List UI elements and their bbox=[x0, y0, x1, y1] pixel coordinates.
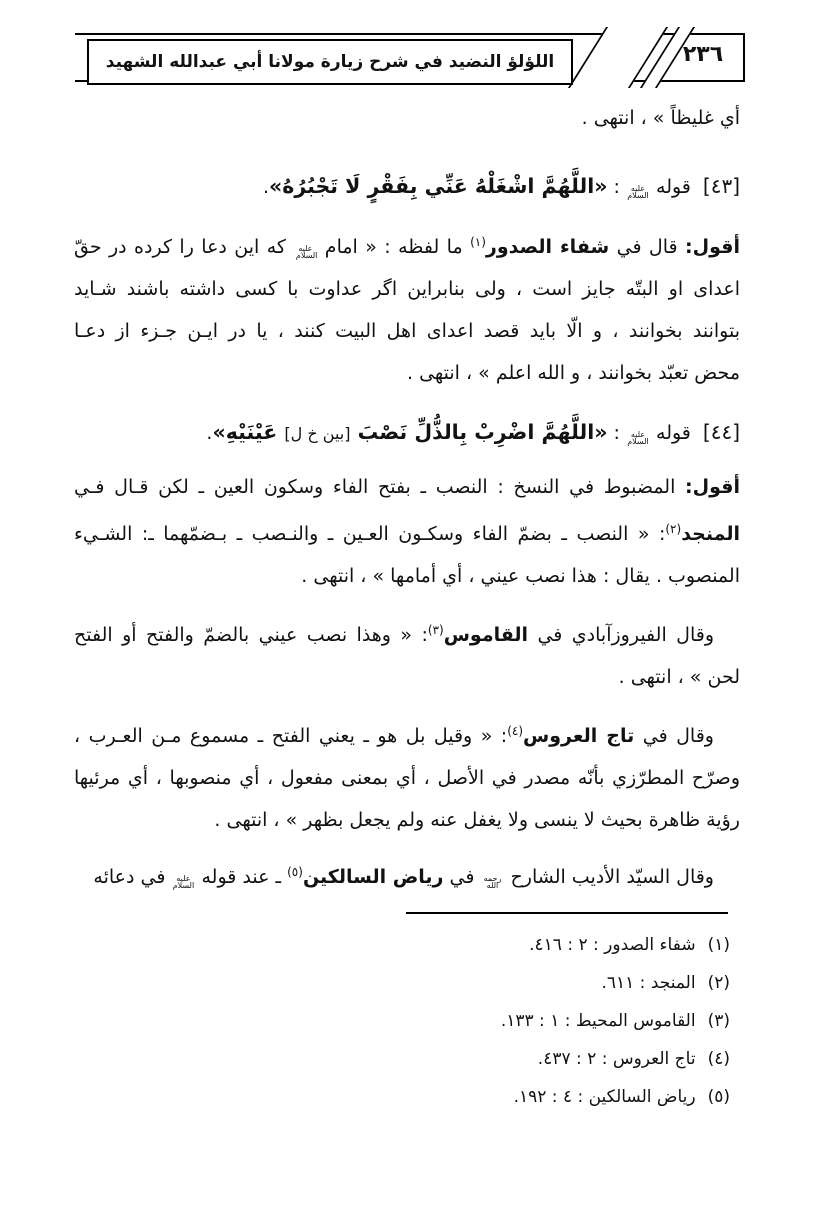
paragraph-43-line-3: بتوانند بخوانند ، و الّا بايد قصد اعداى اهل البيت كنند ، يا در ايـن جـزء از دعـا bbox=[74, 320, 740, 342]
paragraph-taj-line-2: وصرّح المطرّزي بأنّه مصدر في الأصل ، أي بمعنى مفعول ، أي منصوبها ، أي مرئيها bbox=[74, 767, 740, 789]
book-ref-riyad: رياض السالكين bbox=[302, 866, 444, 888]
footnotes bbox=[74, 926, 740, 1116]
text-run: وقال في bbox=[634, 725, 714, 747]
text-run: : « وقيل بل هو ـ يعني الفتح ـ مسموع مـن العـرب ، bbox=[74, 725, 508, 747]
text-run: كه اين دعا را كرده در حقّ bbox=[74, 236, 294, 258]
footnote-text: شفاء الصدور : ٢ : ٤١٦. bbox=[529, 935, 696, 955]
footnote-number: (٥) bbox=[707, 1087, 730, 1107]
paragraph-43-line-1 bbox=[74, 221, 740, 268]
paragraph-43-line-2: اعداى او البتّه جايز است ، ولى بنابراين اگر عداوت با كسى داشته باشند شـايد bbox=[74, 278, 740, 300]
footnote-number: (١) bbox=[707, 935, 730, 955]
text-run: : « النصب ـ بضمّ الفاء وسكـون العـين ـ والنـصب ـ بـضمّهما ـ: الشـيء bbox=[74, 523, 666, 545]
paragraph-43-line-4: محض تعبّد بخوانند ، و الله اعلم » ، انتهى . bbox=[406, 362, 740, 384]
section-43-heading bbox=[74, 164, 740, 209]
section-44-marker: [٤٤] bbox=[702, 420, 740, 444]
paragraph-taj-line-3: رؤية ظاهرة بحيث لا ينسى ولا يغفل عنه ولم يجعل بظهر » ، انتهى . bbox=[214, 809, 740, 831]
qawluhu-label: قوله bbox=[656, 422, 691, 444]
footnote-ref-3: (٣) bbox=[427, 623, 444, 637]
period: . bbox=[206, 422, 213, 444]
book-ref-taj: تاج العروس bbox=[523, 725, 635, 747]
footnote-4 bbox=[74, 1040, 730, 1078]
paragraph-44-line-1 bbox=[74, 466, 740, 508]
honorific-rahimahullah-icon: رحمه الله bbox=[483, 873, 502, 890]
page-number: ٢٣٦ bbox=[682, 42, 724, 67]
text-run: وقال الفيروزآبادي في bbox=[528, 624, 715, 646]
book-ref-shifa: شفاء الصدور bbox=[485, 236, 610, 258]
paragraph-44 bbox=[74, 466, 740, 597]
paragraph-riyad-line-1 bbox=[74, 851, 740, 898]
variant-note: [بين خ ل] bbox=[284, 424, 351, 443]
book-title-box bbox=[87, 39, 573, 85]
text-run: ـ عند قوله bbox=[195, 866, 288, 888]
book-ref-qamus: القاموس bbox=[443, 624, 529, 646]
text-run: ما لفظه : « امام bbox=[317, 236, 471, 258]
dua-quote-43: «اللَّهُمَّ اشْغَلْهُ عَنِّي بِفَقْرٍ لَا تَجْبُرُهُ» bbox=[269, 174, 608, 198]
footnote-text: رياض السالكين : ٤ : ١٩٢. bbox=[513, 1087, 696, 1107]
book-ref-munjid: المنجد bbox=[681, 523, 740, 545]
paragraph-taj bbox=[74, 710, 740, 841]
footnote-ref-5: (٥) bbox=[287, 865, 303, 879]
honorific-alayhissalam-icon: عليه السلام bbox=[627, 183, 649, 200]
footnote-text: تاج العروس : ٢ : ٤٣٧. bbox=[537, 1049, 696, 1069]
text-run: في bbox=[443, 866, 481, 888]
footnote-separator bbox=[406, 912, 728, 914]
footnote-number: (٢) bbox=[707, 973, 730, 993]
honorific-alayhissalam-icon: عليه السلام bbox=[295, 243, 318, 260]
qawluhu-label: قوله bbox=[656, 176, 691, 198]
honorific-alayhissalam-icon: عليه السلام bbox=[172, 873, 195, 890]
paragraph-43 bbox=[74, 221, 740, 394]
footnote-ref-4: (٤) bbox=[507, 724, 524, 738]
aqul-label: أقول: bbox=[685, 476, 740, 498]
honorific-alayhissalam-icon: عليه السلام bbox=[627, 429, 649, 446]
footnote-number: (٤) bbox=[707, 1049, 730, 1069]
page-header bbox=[75, 33, 745, 82]
paragraph-taj-line-1 bbox=[74, 710, 740, 757]
aqul-label: أقول: bbox=[685, 236, 740, 258]
footnote-3 bbox=[74, 1002, 730, 1040]
period: . bbox=[262, 176, 270, 198]
paragraph-qamus-line-1 bbox=[74, 609, 740, 656]
paragraph-qamus-line-2: لحن » ، انتهى . bbox=[618, 666, 740, 688]
footnote-ref-1: (١) bbox=[470, 235, 486, 249]
text-run: في دعائه bbox=[93, 866, 172, 888]
text-run: : « وهذا نصب عيني بالضمّ والفتح أو الفتح bbox=[74, 624, 428, 646]
page-body bbox=[74, 100, 740, 1116]
colon: : bbox=[607, 176, 626, 198]
section-43-marker: [٤٣] bbox=[702, 174, 740, 198]
paragraph-riyad bbox=[74, 851, 740, 898]
footnote-1 bbox=[74, 926, 730, 964]
text-run: قال في bbox=[609, 236, 686, 258]
footnote-5 bbox=[74, 1078, 730, 1116]
footnote-text: القاموس المحيط : ١ : ١٣٣. bbox=[500, 1011, 696, 1031]
book-title: اللؤلؤ النضيد في شرح زيارة مولانا أبي عبدالله الشهيد bbox=[105, 52, 555, 72]
colon: : bbox=[607, 422, 626, 444]
footnote-ref-2: (٢) bbox=[665, 522, 682, 536]
footnote-text: المنجد : ٦١١. bbox=[601, 973, 696, 993]
section-44-heading bbox=[74, 410, 740, 456]
paragraph-44-line-2 bbox=[74, 508, 740, 555]
text-run: وقال السيّد الأديب الشارح bbox=[504, 866, 714, 888]
text-run: المضبوط في النسخ : النصب ـ بفتح الفاء وسكون العين ـ لكن قـال فـي bbox=[74, 476, 686, 498]
paragraph-44-line-3: المنصوب . يقال : هذا نصب عيني ، أي أمامها » ، انتهى . bbox=[301, 565, 740, 587]
dua-quote-44b: عَيْنَيْهِ» bbox=[212, 420, 285, 444]
footnote-number: (٣) bbox=[707, 1011, 730, 1031]
paragraph-qamus bbox=[74, 609, 740, 698]
footnote-2 bbox=[74, 964, 730, 1002]
intro-line: أي غليظاً » ، انتهى . bbox=[581, 107, 740, 129]
dua-quote-44a: «اللَّهُمَّ اضْرِبْ بِالذُّلِّ نَصْبَ bbox=[350, 420, 608, 444]
